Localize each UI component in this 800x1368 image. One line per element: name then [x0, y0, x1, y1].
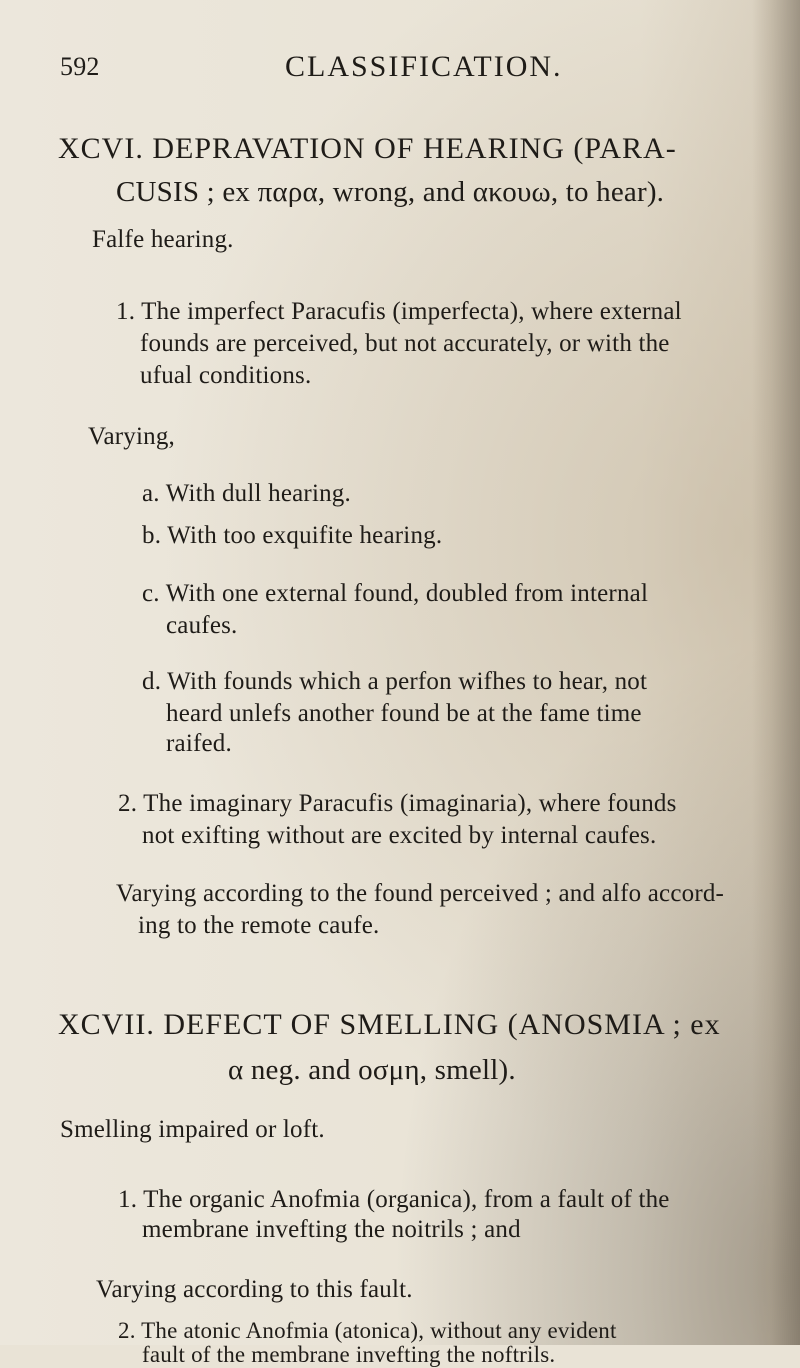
- section-97-title-line1: XCVII. DEFECT OF SMELLING (ANOSMIA ; ex: [58, 1008, 721, 1041]
- section-97-para2-line2: fault of the membrane invefting the noftrils.: [142, 1342, 556, 1367]
- section-97-title-line2: α neg. and οσμη, smell).: [228, 1054, 516, 1086]
- section-97-para2-line1: 2. The atonic Anofmia (atonica), without any evident: [118, 1318, 617, 1343]
- section-96-para1-line2: founds are perceived, but not accurately, or with the: [140, 330, 670, 357]
- running-title: CLASSIFICATION.: [285, 50, 563, 83]
- section-96-para1-line1: 1. The imperfect Paracufis (imperfecta), where external: [116, 298, 682, 325]
- variety-d-line3: raifed.: [166, 730, 232, 757]
- section-97-para1-line1: 1. The organic Anofmia (organica), from a fault of the: [118, 1186, 670, 1213]
- section-96-para2-line2: not exifting without are excited by internal caufes.: [142, 822, 657, 849]
- section-96-varying-label: Varying,: [88, 423, 176, 450]
- section-96-varying2-line1: Varying according to the found perceived ; and alfo accord-: [116, 880, 725, 907]
- variety-b: b. With too exquifite hearing.: [142, 522, 443, 549]
- section-96-para2-line1: 2. The imaginary Paracufis (imaginaria), where founds: [118, 790, 677, 817]
- variety-a: a. With dull hearing.: [142, 480, 351, 507]
- variety-c-line1: c. With one external found, doubled from internal: [142, 580, 649, 607]
- section-97-para1-line2: membrane invefting the noitrils ; and: [142, 1216, 521, 1243]
- variety-d-line2: heard unlefs another found be at the fame time: [166, 700, 642, 727]
- section-97-definition: Smelling impaired or loft.: [60, 1116, 325, 1143]
- variety-d-line1: d. With founds which a perfon wifhes to hear, not: [142, 668, 648, 695]
- section-96-title-line2: CUSIS ; ex παρα, wrong, and ακουω, to hear).: [116, 176, 665, 208]
- page-edge-shadow: [752, 0, 800, 1345]
- page-number: 592: [60, 52, 100, 81]
- section-96-definition: Falfe hearing.: [92, 226, 234, 253]
- section-96-title-line1: XCVI. DEPRAVATION OF HEARING (PARA-: [58, 132, 677, 165]
- section-97-varying-label: Varying according to this fault.: [96, 1276, 413, 1303]
- section-96-para1-line3: ufual conditions.: [140, 362, 312, 389]
- section-96-varying2-line2: ing to the remote caufe.: [138, 912, 380, 939]
- variety-c-line2: caufes.: [166, 612, 238, 639]
